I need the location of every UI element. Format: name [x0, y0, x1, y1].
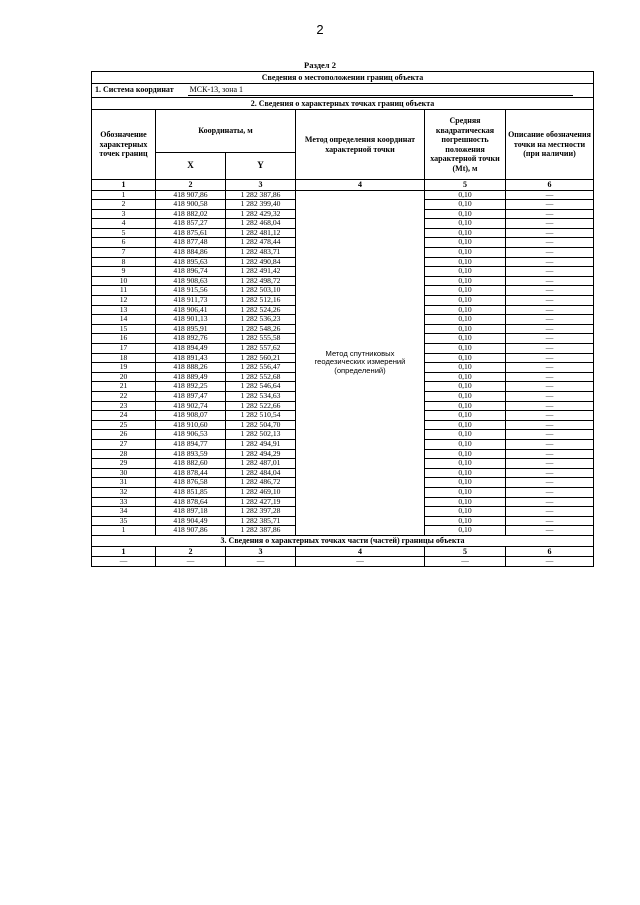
- coord-x: 418 895,63: [156, 257, 226, 267]
- coord-x: 418 857,27: [156, 219, 226, 229]
- coord-y: 1 282 469,10: [226, 487, 296, 497]
- description-value: —: [506, 238, 594, 248]
- description-value: —: [506, 200, 594, 210]
- coord-y: 1 282 548,26: [226, 324, 296, 334]
- point-number: 34: [92, 507, 156, 517]
- column-number: 5: [425, 180, 506, 191]
- coord-y: 1 282 524,26: [226, 305, 296, 315]
- error-value: 0,10: [425, 296, 506, 306]
- coord-y: 1 282 387,86: [226, 526, 296, 536]
- point-number: 16: [92, 334, 156, 344]
- point-number: 26: [92, 430, 156, 440]
- description-value: —: [506, 248, 594, 258]
- coord-x: 418 892,25: [156, 382, 226, 392]
- header-point-designation: Обозначение характерных точек границ: [92, 110, 156, 180]
- error-value: 0,10: [425, 382, 506, 392]
- table-title: Сведения о местоположении границ объекта: [92, 72, 594, 84]
- point-number: 13: [92, 305, 156, 315]
- description-value: —: [506, 363, 594, 373]
- description-value: —: [506, 324, 594, 334]
- point-number: 8: [92, 257, 156, 267]
- header-row-1: [92, 110, 594, 153]
- method-cell: Метод спутниковых геодезических измерений (определений): [296, 190, 425, 535]
- description-value: —: [506, 430, 594, 440]
- description-value: —: [506, 497, 594, 507]
- error-value: 0,10: [425, 391, 506, 401]
- coord-x: 418 877,48: [156, 238, 226, 248]
- error-value: 0,10: [425, 430, 506, 440]
- coord-system-cell: [92, 84, 594, 98]
- section3-cell: —: [92, 557, 156, 567]
- description-value: —: [506, 391, 594, 401]
- point-number: 23: [92, 401, 156, 411]
- description-value: —: [506, 449, 594, 459]
- coord-x: 418 895,91: [156, 324, 226, 334]
- coord-x: 418 901,13: [156, 315, 226, 325]
- table-title-row: [92, 72, 594, 84]
- point-number: 4: [92, 219, 156, 229]
- description-value: —: [506, 296, 594, 306]
- error-value: 0,10: [425, 372, 506, 382]
- coord-x: 418 911,73: [156, 296, 226, 306]
- coord-y: 1 282 494,29: [226, 449, 296, 459]
- description-value: —: [506, 420, 594, 430]
- error-value: 0,10: [425, 238, 506, 248]
- error-value: 0,10: [425, 401, 506, 411]
- description-value: —: [506, 209, 594, 219]
- column-number-row-2: [92, 546, 594, 557]
- coord-y: 1 282 491,42: [226, 267, 296, 277]
- table-body: [92, 72, 594, 567]
- column-number: 1: [92, 180, 156, 191]
- coord-y: 1 282 490,84: [226, 257, 296, 267]
- column-number-row: [92, 180, 594, 191]
- point-number: 1: [92, 526, 156, 536]
- point-number: 24: [92, 411, 156, 421]
- coord-x: 418 876,58: [156, 478, 226, 488]
- error-value: 0,10: [425, 344, 506, 354]
- error-value: 0,10: [425, 324, 506, 334]
- error-value: 0,10: [425, 411, 506, 421]
- coord-y: 1 282 399,40: [226, 200, 296, 210]
- description-value: —: [506, 305, 594, 315]
- coord-x: 418 889,49: [156, 372, 226, 382]
- coord-y: 1 282 556,47: [226, 363, 296, 373]
- error-value: 0,10: [425, 219, 506, 229]
- error-value: 0,10: [425, 248, 506, 258]
- point-number: 14: [92, 315, 156, 325]
- column-number: 6: [506, 546, 594, 557]
- error-value: 0,10: [425, 190, 506, 200]
- description-value: —: [506, 315, 594, 325]
- section-label: Раздел 2: [304, 60, 336, 70]
- error-value: 0,10: [425, 507, 506, 517]
- coord-y: 1 282 487,01: [226, 459, 296, 469]
- header-x: X: [156, 153, 226, 180]
- header-y: Y: [226, 153, 296, 180]
- coord-x: 418 894,77: [156, 439, 226, 449]
- coord-y: 1 282 468,04: [226, 219, 296, 229]
- coord-x: 418 897,47: [156, 391, 226, 401]
- header-method: Метод определения координат характерной точки: [296, 110, 425, 180]
- section3-cell: —: [296, 557, 425, 567]
- coord-x: 418 908,07: [156, 411, 226, 421]
- column-number: 2: [156, 546, 226, 557]
- coord-system-label: 1. Система координат: [95, 85, 174, 95]
- column-number: 1: [92, 546, 156, 557]
- coord-y: 1 282 387,86: [226, 190, 296, 200]
- coord-x: 418 906,53: [156, 430, 226, 440]
- error-value: 0,10: [425, 516, 506, 526]
- description-value: —: [506, 411, 594, 421]
- description-value: —: [506, 382, 594, 392]
- coord-x: 418 851,85: [156, 487, 226, 497]
- column-number: 3: [226, 546, 296, 557]
- point-number: 11: [92, 286, 156, 296]
- point-number: 19: [92, 363, 156, 373]
- page-number: 2: [316, 22, 324, 37]
- error-value: 0,10: [425, 468, 506, 478]
- error-value: 0,10: [425, 487, 506, 497]
- coord-system-value: МСК-13, зона 1: [188, 85, 573, 96]
- coord-x: 418 882,02: [156, 209, 226, 219]
- description-value: —: [506, 286, 594, 296]
- error-value: 0,10: [425, 267, 506, 277]
- point-number: 35: [92, 516, 156, 526]
- coord-y: 1 282 504,70: [226, 420, 296, 430]
- coord-y: 1 282 429,32: [226, 209, 296, 219]
- coord-y: 1 282 555,58: [226, 334, 296, 344]
- description-value: —: [506, 257, 594, 267]
- coord-x: 418 891,43: [156, 353, 226, 363]
- description-value: —: [506, 516, 594, 526]
- coord-y: 1 282 481,12: [226, 228, 296, 238]
- coord-y: 1 282 557,62: [226, 344, 296, 354]
- description-value: —: [506, 468, 594, 478]
- subsection2-title: 2. Сведения о характерных точках границ объекта: [92, 98, 594, 110]
- error-value: 0,10: [425, 286, 506, 296]
- point-number: 5: [92, 228, 156, 238]
- point-number: 31: [92, 478, 156, 488]
- coord-y: 1 282 385,71: [226, 516, 296, 526]
- section3-cell: —: [226, 557, 296, 567]
- coord-y: 1 282 510,54: [226, 411, 296, 421]
- coord-y: 1 282 494,91: [226, 439, 296, 449]
- description-value: —: [506, 459, 594, 469]
- coord-y: 1 282 534,63: [226, 391, 296, 401]
- point-number: 22: [92, 391, 156, 401]
- point-number: 21: [92, 382, 156, 392]
- coord-x: 418 915,56: [156, 286, 226, 296]
- coord-x: 418 893,59: [156, 449, 226, 459]
- coord-x: 418 892,76: [156, 334, 226, 344]
- coord-x: 418 896,74: [156, 267, 226, 277]
- description-value: —: [506, 401, 594, 411]
- point-number: 10: [92, 276, 156, 286]
- header-error: Средняя квадратическая погрешность положения характерной точки (Mt), м: [425, 110, 506, 180]
- section3-cell: —: [425, 557, 506, 567]
- coord-y: 1 282 552,68: [226, 372, 296, 382]
- error-value: 0,10: [425, 478, 506, 488]
- error-value: 0,10: [425, 315, 506, 325]
- coord-y: 1 282 484,04: [226, 468, 296, 478]
- error-value: 0,10: [425, 439, 506, 449]
- column-number: 5: [425, 546, 506, 557]
- coord-y: 1 282 486,72: [226, 478, 296, 488]
- point-number: 29: [92, 459, 156, 469]
- coord-y: 1 282 546,64: [226, 382, 296, 392]
- section3-cell: —: [156, 557, 226, 567]
- column-number: 4: [296, 546, 425, 557]
- subsection3-title: 3. Сведения о характерных точках части (частей) границы объекта: [92, 535, 594, 546]
- section3-cell: —: [506, 557, 594, 567]
- description-value: —: [506, 372, 594, 382]
- error-value: 0,10: [425, 420, 506, 430]
- description-value: —: [506, 267, 594, 277]
- error-value: 0,10: [425, 459, 506, 469]
- column-number: 3: [226, 180, 296, 191]
- coord-x: 418 902,74: [156, 401, 226, 411]
- point-number: 20: [92, 372, 156, 382]
- coord-x: 418 878,64: [156, 497, 226, 507]
- point-number: 30: [92, 468, 156, 478]
- coord-x: 418 875,61: [156, 228, 226, 238]
- point-number: 28: [92, 449, 156, 459]
- point-number: 1: [92, 190, 156, 200]
- error-value: 0,10: [425, 526, 506, 536]
- coord-y: 1 282 503,10: [226, 286, 296, 296]
- coord-x: 418 907,86: [156, 526, 226, 536]
- description-value: —: [506, 353, 594, 363]
- point-number: 6: [92, 238, 156, 248]
- description-value: —: [506, 478, 594, 488]
- table-row: [92, 190, 594, 200]
- coord-x: 418 907,86: [156, 190, 226, 200]
- coord-x: 418 888,26: [156, 363, 226, 373]
- point-number: 15: [92, 324, 156, 334]
- error-value: 0,10: [425, 209, 506, 219]
- point-number: 9: [92, 267, 156, 277]
- error-value: 0,10: [425, 363, 506, 373]
- description-value: —: [506, 334, 594, 344]
- point-number: 25: [92, 420, 156, 430]
- description-value: —: [506, 276, 594, 286]
- point-number: 33: [92, 497, 156, 507]
- coord-y: 1 282 498,72: [226, 276, 296, 286]
- column-number: 6: [506, 180, 594, 191]
- coord-y: 1 282 536,23: [226, 315, 296, 325]
- description-value: —: [506, 219, 594, 229]
- error-value: 0,10: [425, 276, 506, 286]
- point-number: 12: [92, 296, 156, 306]
- coord-y: 1 282 522,66: [226, 401, 296, 411]
- coord-x: 418 884,86: [156, 248, 226, 258]
- column-number: 2: [156, 180, 226, 191]
- error-value: 0,10: [425, 257, 506, 267]
- coord-y: 1 282 512,16: [226, 296, 296, 306]
- error-value: 0,10: [425, 353, 506, 363]
- coord-x: 418 906,41: [156, 305, 226, 315]
- error-value: 0,10: [425, 449, 506, 459]
- error-value: 0,10: [425, 200, 506, 210]
- point-number: 27: [92, 439, 156, 449]
- header-coordinates: Координаты, м: [156, 110, 296, 153]
- coord-y: 1 282 502,13: [226, 430, 296, 440]
- description-value: —: [506, 228, 594, 238]
- description-value: —: [506, 507, 594, 517]
- point-number: 18: [92, 353, 156, 363]
- error-value: 0,10: [425, 334, 506, 344]
- coord-x: 418 894,49: [156, 344, 226, 354]
- coord-system-row: [92, 84, 594, 98]
- column-number: 4: [296, 180, 425, 191]
- description-value: —: [506, 190, 594, 200]
- description-value: —: [506, 487, 594, 497]
- coord-x: 418 910,60: [156, 420, 226, 430]
- description-value: —: [506, 439, 594, 449]
- header-description: Описание обозначения точки на местности (при наличии): [506, 110, 594, 180]
- coord-y: 1 282 478,44: [226, 238, 296, 248]
- coord-x: 418 904,49: [156, 516, 226, 526]
- coord-x: 418 878,44: [156, 468, 226, 478]
- error-value: 0,10: [425, 497, 506, 507]
- point-number: 2: [92, 200, 156, 210]
- coord-y: 1 282 560,21: [226, 353, 296, 363]
- section3-data-row: [92, 557, 594, 567]
- coord-y: 1 282 483,71: [226, 248, 296, 258]
- point-number: 3: [92, 209, 156, 219]
- error-value: 0,10: [425, 228, 506, 238]
- coord-y: 1 282 427,19: [226, 497, 296, 507]
- description-value: —: [506, 344, 594, 354]
- coord-x: 418 900,58: [156, 200, 226, 210]
- error-value: 0,10: [425, 305, 506, 315]
- point-number: 17: [92, 344, 156, 354]
- subsection3-row: [92, 535, 594, 546]
- coord-x: 418 908,63: [156, 276, 226, 286]
- description-value: —: [506, 526, 594, 536]
- subsection2-row: [92, 98, 594, 110]
- coord-x: 418 882,60: [156, 459, 226, 469]
- point-number: 32: [92, 487, 156, 497]
- coord-x: 418 897,18: [156, 507, 226, 517]
- coord-y: 1 282 397,28: [226, 507, 296, 517]
- point-number: 7: [92, 248, 156, 258]
- boundary-table: [91, 71, 594, 567]
